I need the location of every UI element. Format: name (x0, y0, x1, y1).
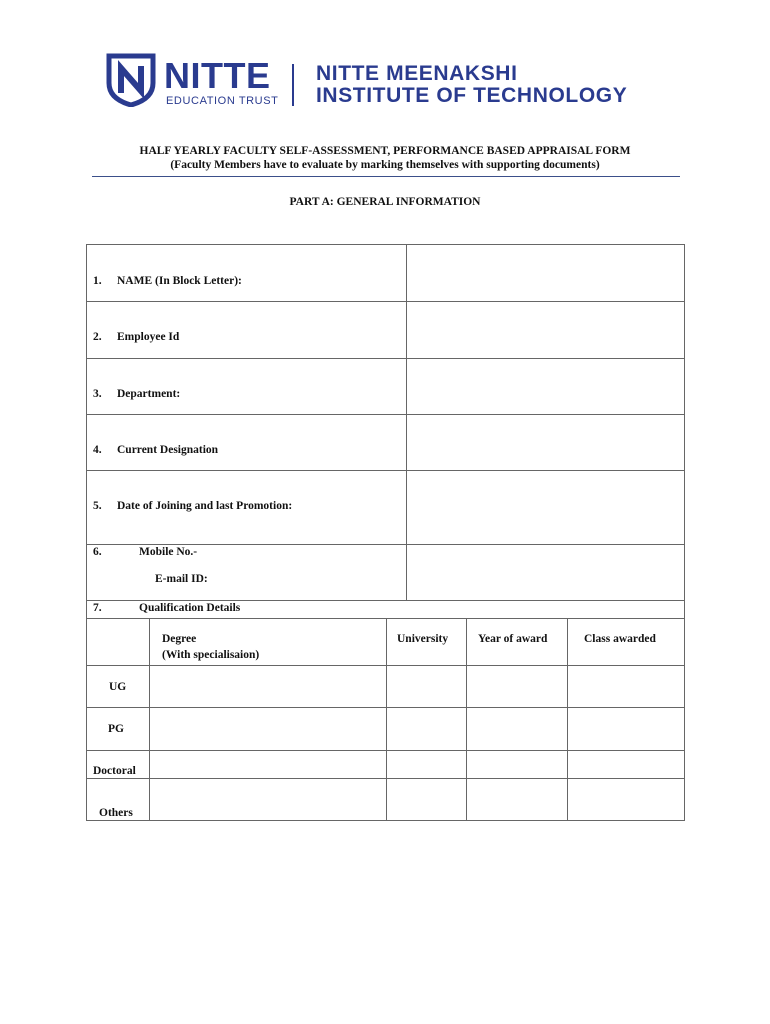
info-row-qualification (86, 600, 685, 618)
row-label-ug: UG (109, 681, 127, 693)
department-field[interactable] (406, 359, 684, 414)
name-field[interactable] (406, 245, 684, 301)
info-row-joining-date (86, 470, 685, 544)
field-label: 4. Current Designation (93, 444, 219, 456)
form-subtitle: (Faculty Members have to evaluate by marking themselves with supporting documents) (170, 159, 600, 171)
field-label: 1. NAME (In Block Letter): (93, 275, 242, 287)
designation-field[interactable] (406, 415, 684, 470)
doctoral-university-cell[interactable] (387, 751, 466, 778)
ug-class-cell[interactable] (568, 666, 684, 707)
institution-logo (106, 50, 686, 110)
col-header-university: University (397, 633, 449, 645)
row-label-others: Others (99, 807, 133, 819)
col-header-year: Year of award (478, 633, 548, 645)
others-class-cell[interactable] (568, 779, 684, 820)
employee-id-field[interactable] (406, 302, 684, 358)
col-header-degree-sub: (With specialisaion) (162, 649, 260, 661)
doctoral-degree-cell[interactable] (150, 751, 386, 778)
info-row-department (86, 358, 685, 414)
others-degree-cell[interactable] (150, 779, 386, 820)
others-year-cell[interactable] (467, 779, 567, 820)
others-university-cell[interactable] (387, 779, 466, 820)
pg-class-cell[interactable] (568, 708, 684, 750)
info-row-contact (86, 544, 685, 600)
info-row-designation (86, 414, 685, 470)
title-divider (92, 176, 680, 177)
logo-tagline: EDUCATION TRUST (166, 95, 279, 107)
info-row-name (86, 244, 685, 301)
field-label: 5. Date of Joining and last Promotion: (93, 500, 293, 512)
row-label-pg: PG (108, 723, 124, 735)
institute-name-line1: NITTE MEENAKSHI (316, 62, 518, 85)
logo-divider (292, 64, 294, 106)
ug-year-cell[interactable] (467, 666, 567, 707)
pg-degree-cell[interactable] (150, 708, 386, 750)
field-label: 6. Mobile No.- (93, 546, 198, 558)
nitte-shield-icon (106, 53, 156, 107)
col-header-class: Class awarded (584, 633, 656, 645)
field-label-email: E-mail ID: (155, 573, 208, 585)
doctoral-class-cell[interactable] (568, 751, 684, 778)
pg-university-cell[interactable] (387, 708, 466, 750)
pg-year-cell[interactable] (467, 708, 567, 750)
qualification-table (86, 618, 685, 821)
logo-name: NITTE (164, 55, 271, 96)
institute-name-line2: INSTITUTE OF TECHNOLOGY (316, 84, 628, 107)
field-label: 3. Department: (93, 388, 181, 400)
field-label: 2. Employee Id (93, 331, 180, 343)
col-header-degree: Degree (162, 633, 197, 645)
doctoral-year-cell[interactable] (467, 751, 567, 778)
joining-date-field[interactable] (406, 471, 684, 544)
form-title: HALF YEARLY FACULTY SELF-ASSESSMENT, PERFORMANCE BASED APPRAISAL FORM (139, 145, 631, 157)
ug-university-cell[interactable] (387, 666, 466, 707)
info-row-employee-id (86, 301, 685, 358)
row-label-doctoral: Doctoral (93, 765, 136, 777)
contact-field[interactable] (406, 545, 684, 600)
section-heading-part-a: PART A: GENERAL INFORMATION (289, 196, 481, 208)
field-label: 7. Qualification Details (93, 602, 241, 614)
ug-degree-cell[interactable] (150, 666, 386, 707)
